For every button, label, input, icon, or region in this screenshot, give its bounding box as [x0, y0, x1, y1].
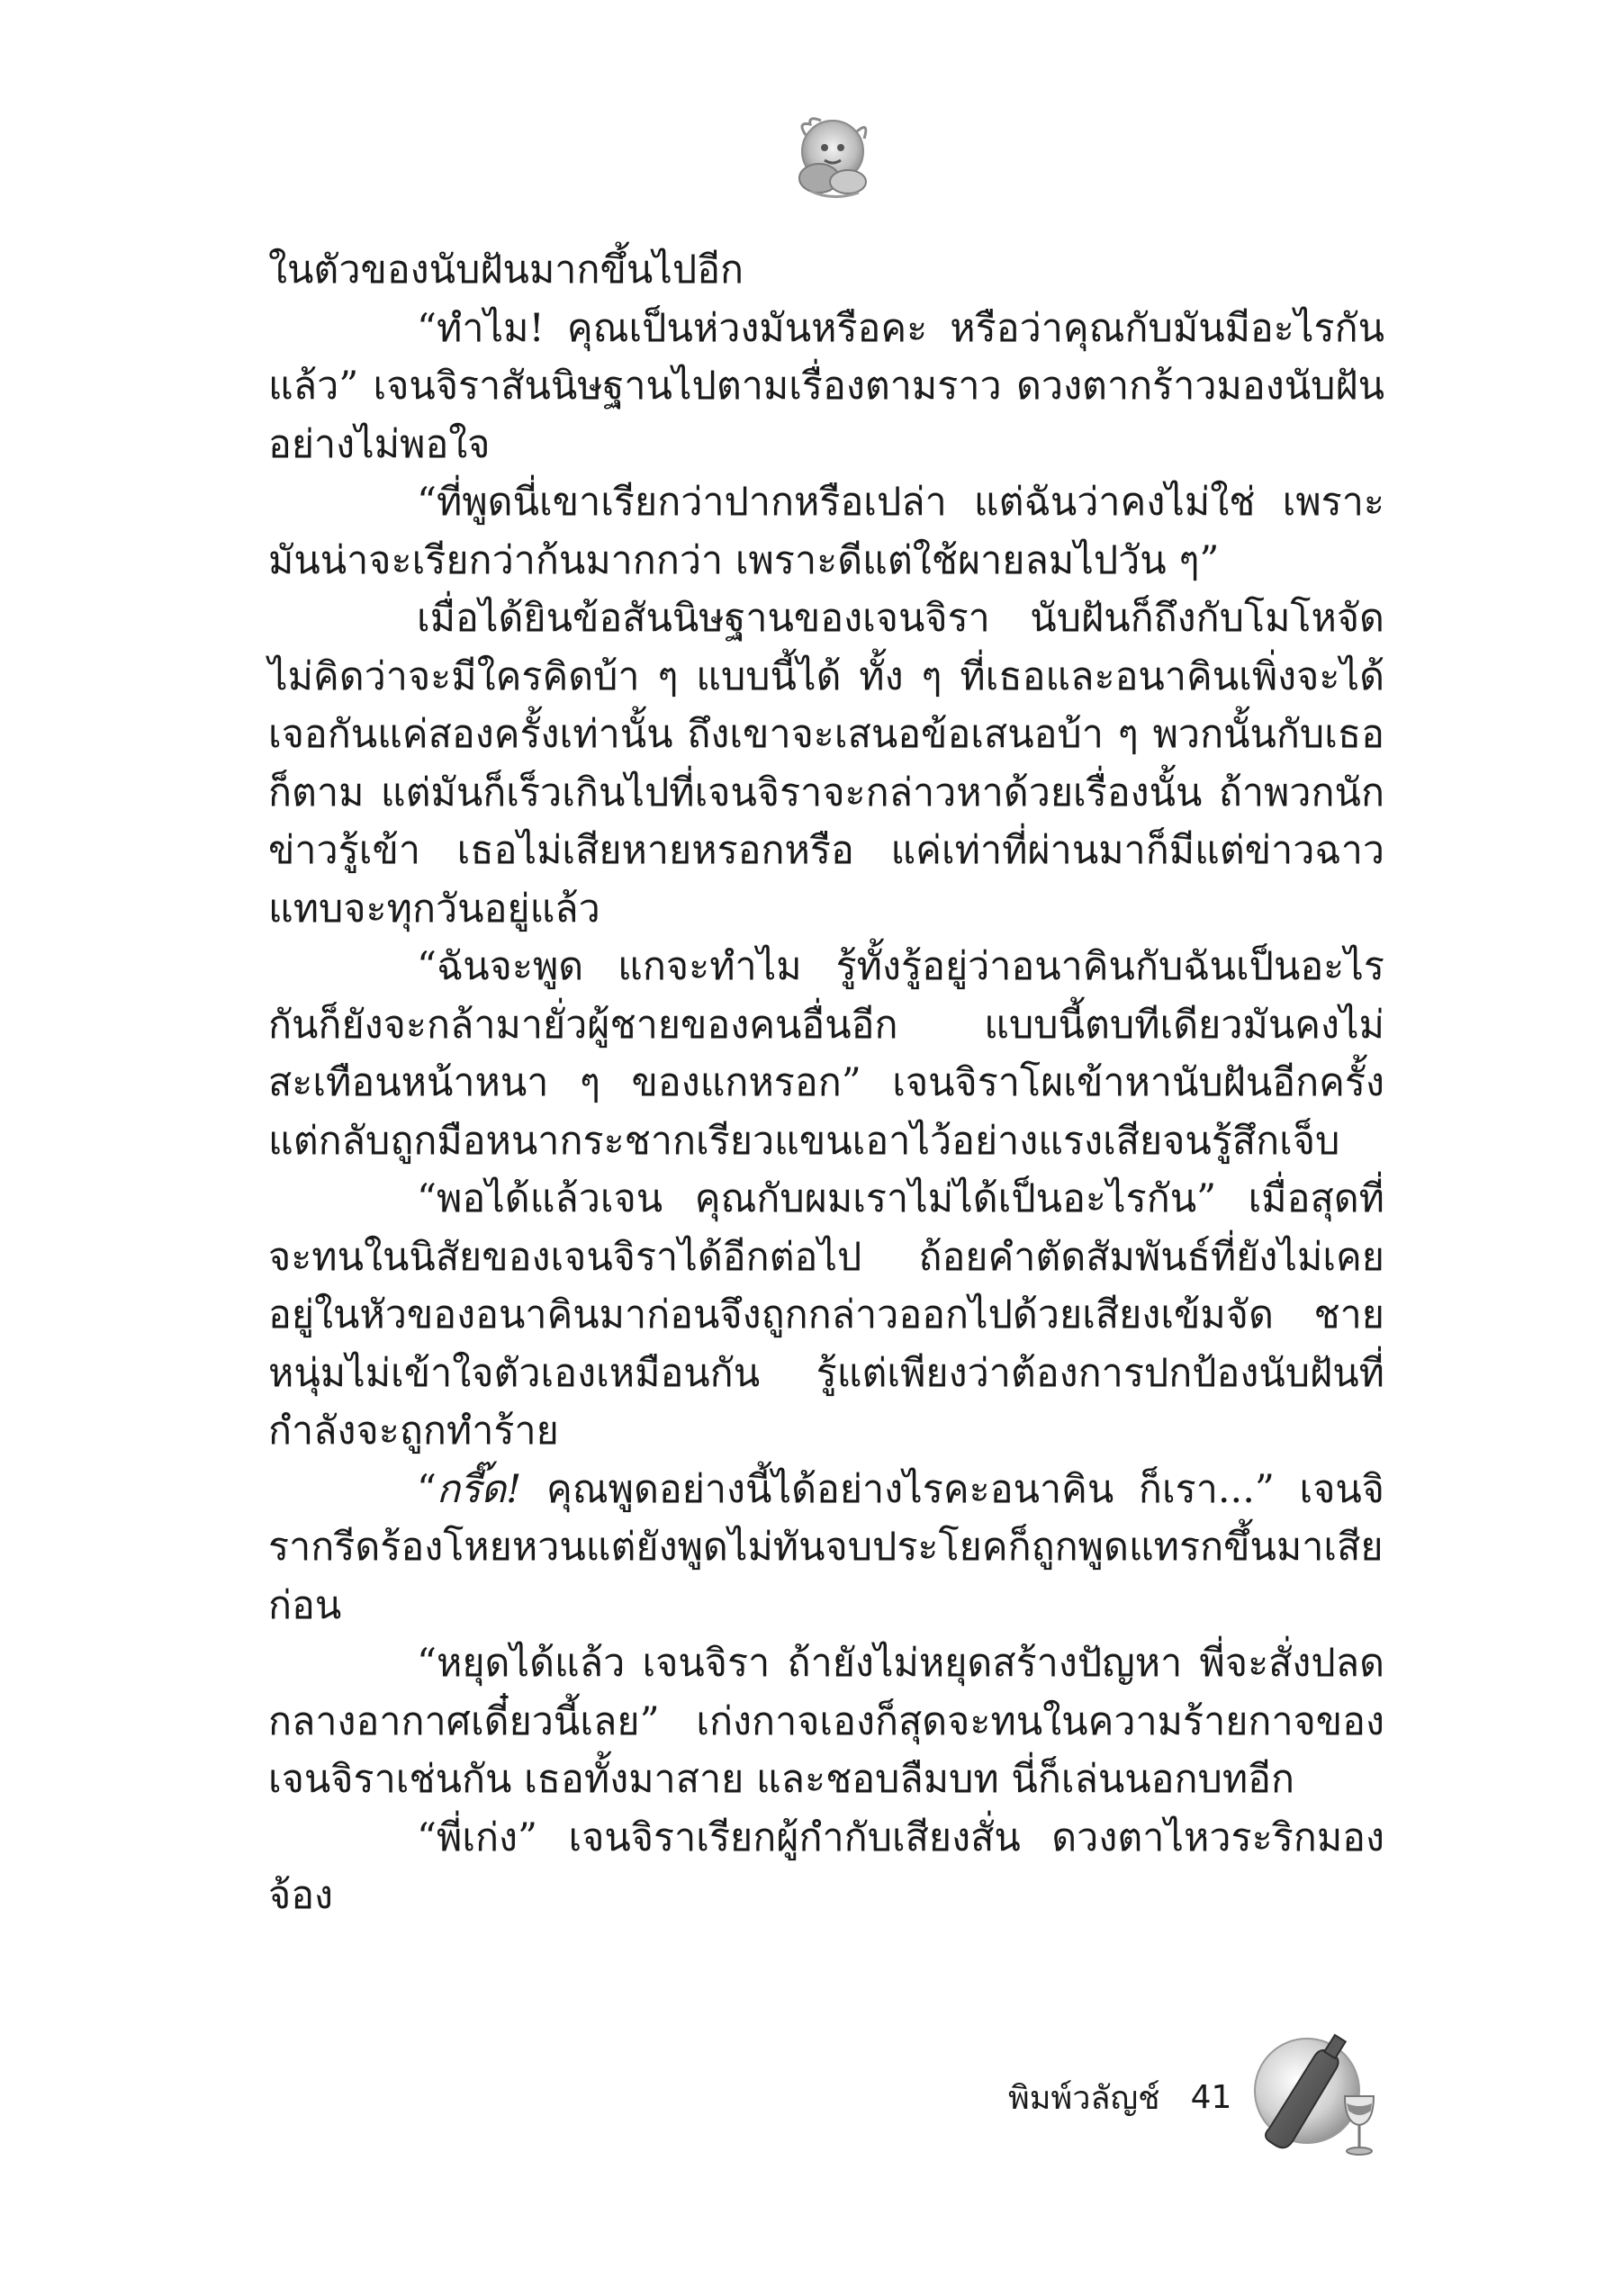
wine-bottle-glass-icon	[1251, 2021, 1386, 2165]
page-footer	[1008, 2061, 1231, 2133]
paragraph-dialogue: “พอได้แล้วเจน คุณกับผมเราไม่ได้เป็นอะไรกัน” เมื่อสุดที่จะทนในนิสัยของเจนจิราได้อีกต่อไป ถ้อยคำตัดสัมพันธ์ที่ยังไม่เคยอยู่ในหัวของอนาคินมาก่อนจึงถูกกล่าวออกไปด้วยเสียงเข้มจัด ชายหนุ่มไม่เข้าใจตัวเองเหมือนกัน รู้แต่เพียงว่าต้องการปกป้องนับฝันที่กำลังจะถูกทำร้าย	[268, 1176, 1384, 1454]
paragraph-dialogue-scream	[268, 1461, 1384, 1635]
quote-open: “	[417, 1466, 437, 1512]
paragraph-narration: เมื่อได้ยินข้อสันนิษฐานของเจนจิรา นับฝันก็ถึงกับโมโหจัด ไม่คิดว่าจะมีใครคิดบ้า ๆ แบบนี้ได้ ทั้ง ๆ ที่เธอและอนาคินเพิ่งจะได้เจอกันแค่สองครั้งเท่านั้น ถึงเขาจะเสนอข้อเสนอบ้า ๆ พวกนั้นกับเธอก็ตาม แต่มันก็เร็วเกินไปที่เจนจิราจะกล่าวหาด้วยเรื่องนั้น ถ้าพวกนักข่าวรู้เข้า เธอไม่เสียหายหรอกหรือ แค่เท่าที่ผ่านมาก็มีแต่ข่าวฉาวแทบจะทุกวันอยู่แล้ว	[268, 596, 1384, 932]
paragraph-dialogue: “ทำไม! คุณเป็นห่วงมันหรือคะ หรือว่าคุณกับมันมีอะไรกันแล้ว” เจนจิราสันนิษฐานไปตามเรื่องตามราว ดวงตากร้าวมองนับฝันอย่างไม่พอใจ	[268, 305, 1384, 467]
paragraph-continuation: ในตัวของนับฝันมากขึ้นไปอีก	[268, 248, 744, 293]
paragraph-dialogue: “หยุดได้แล้ว เจนจิรา ถ้ายังไม่หยุดสร้างปัญหา พี่จะสั่งปลดกลางอากาศเดี๋ยวนี้เลย” เก่งกาจเองก็สุดจะทนในความร้ายกาจของเจนจิราเช่นกัน เธอทั้งมาสาย และชอบลืมบท นี่ก็เล่นนอกบทอีก	[268, 1641, 1384, 1802]
footer-author: พิมพ์วลัญช์	[1008, 2079, 1160, 2117]
paragraph-dialogue: “ที่พูดนี่เขาเรียกว่าปากหรือเปล่า แต่ฉันว่าคงไม่ใช่ เพราะมันน่าจะเรียกว่าก้นมากกว่า เพราะดีแต่ใช้ผายลมไปวัน ๆ”	[268, 480, 1384, 583]
scream-italic: กรี๊ด!	[436, 1466, 522, 1512]
cherub-vignette-icon	[783, 108, 882, 207]
page-number: 41	[1190, 2078, 1232, 2116]
paragraph-rest: คุณพูดอย่างนี้ได้อย่างไรคะอนาคิน ก็เรา...” เจนจิรากรีดร้องโหยหวนแต่ยังพูดไม่ทันจบประโยคก็ถูกพูดแทรกขึ้นมาเสียก่อน	[268, 1466, 1384, 1628]
chapter-body-text	[268, 241, 1384, 1925]
paragraph-dialogue: “พี่เก่ง” เจนจิราเรียกผู้กำกับเสียงสั่น ดวงตาไหวระริกมองจ้อง	[268, 1814, 1384, 1918]
paragraph-dialogue: “ฉันจะพูด แกจะทำไม รู้ทั้งรู้อยู่ว่าอนาคินกับฉันเป็นอะไรกันก็ยังจะกล้ามายั่วผู้ชายของคนอื่นอีก แบบนี้ตบทีเดียวมันคงไม่สะเทือนหน้าหนา ๆ ของแกหรอก” เจนจิราโผเข้าหานับฝันอีกครั้ง แต่กลับถูกมือหนากระชากเรียวแขนเอาไว้อย่างแรงเสียจนรู้สึกเจ็บ	[268, 944, 1384, 1164]
